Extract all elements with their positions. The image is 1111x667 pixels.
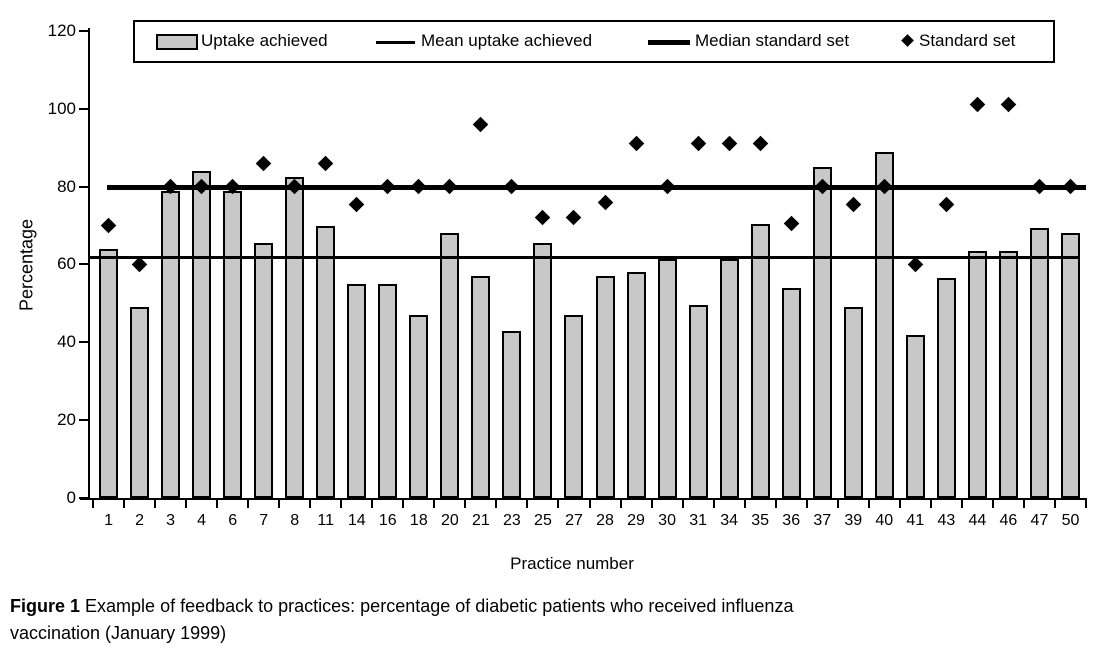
y-axis-tick-label: 0	[66, 488, 76, 507]
median-line-icon	[648, 40, 690, 45]
uptake-bar-practice-4	[192, 171, 211, 498]
figure-caption-label: Figure 1	[10, 596, 81, 616]
standard-set-marker-practice-1	[101, 218, 117, 234]
x-axis-tick-label: 1	[104, 512, 113, 529]
uptake-bar-practice-20	[440, 233, 459, 498]
uptake-bar-practice-41	[906, 335, 925, 498]
x-axis-tick-label: 46	[999, 512, 1018, 529]
standard-set-marker-practice-34	[721, 136, 737, 152]
x-axis-tick-label: 41	[906, 512, 925, 529]
x-axis-tick-label: 30	[658, 512, 676, 529]
standard-set-marker-practice-36	[783, 216, 799, 232]
x-axis-line	[80, 498, 1086, 500]
x-axis-tick-label: 27	[565, 512, 583, 529]
uptake-bar-swatch-icon	[156, 34, 198, 50]
uptake-bar-practice-37	[813, 167, 832, 498]
standard-set-marker-practice-39	[845, 196, 861, 212]
uptake-bar-practice-34	[720, 259, 739, 498]
standard-set-marker-practice-23	[504, 179, 520, 195]
standard-set-marker-practice-25	[535, 210, 551, 226]
x-axis-tick-label: 39	[844, 512, 863, 529]
x-axis-tick-label: 14	[347, 512, 366, 529]
uptake-bar-practice-14	[347, 284, 366, 498]
standard-set-marker-practice-18	[411, 179, 427, 195]
x-axis-tick-label: 8	[290, 512, 300, 529]
uptake-bar-practice-7	[254, 243, 273, 498]
figure-caption-line2: vaccination (January 1999)	[10, 623, 227, 643]
x-axis-title: Practice number	[510, 554, 634, 573]
y-axis-tick-label: 120	[47, 20, 76, 40]
x-axis-tick-label: 7	[259, 512, 269, 529]
standard-set-marker-practice-46	[1001, 97, 1017, 113]
standard-set-marker-practice-11	[318, 156, 334, 172]
mean-uptake-line	[90, 256, 1080, 259]
x-axis-tick-label: 6	[228, 512, 238, 529]
uptake-bar-practice-28	[596, 276, 615, 498]
y-axis-tick-label: 40	[57, 332, 76, 352]
uptake-bar-practice-44	[968, 251, 987, 498]
uptake-bar-practice-6	[223, 191, 242, 498]
uptake-bar-practice-8	[285, 177, 304, 498]
uptake-bar-practice-21	[471, 276, 490, 498]
standard-set-marker-practice-44	[970, 97, 986, 113]
legend-label-standard: Standard set	[919, 31, 1016, 50]
standard-set-marker-practice-7	[256, 156, 272, 172]
x-axis-tick-label: 11	[317, 512, 335, 529]
y-axis-tick-label: 20	[57, 410, 76, 430]
uptake-bar-practice-3	[161, 191, 180, 498]
x-axis-tick-label: 34	[720, 512, 739, 529]
x-axis-tick-label: 28	[596, 512, 614, 529]
standard-set-marker-practice-50	[1063, 179, 1079, 195]
chart-legend	[133, 20, 1055, 63]
standard-set-marker-practice-16	[380, 179, 396, 195]
x-axis-tick-label: 37	[813, 512, 832, 529]
x-axis-tick-label: 20	[440, 512, 459, 529]
legend-label-uptake: Uptake achieved	[201, 31, 328, 50]
uptake-bar-practice-36	[782, 288, 801, 498]
uptake-bar-practice-18	[409, 315, 428, 498]
figure-caption	[10, 593, 1060, 647]
y-axis-title: Percentage	[16, 218, 37, 312]
uptake-bar-practice-11	[316, 226, 335, 498]
x-axis-tick-label: 44	[968, 512, 987, 529]
x-axis-tick-label: 4	[197, 512, 207, 529]
legend-label-mean: Mean uptake achieved	[421, 31, 593, 50]
figure-caption-line1: Example of feedback to practices: percentage of diabetic patients who received influenza	[85, 596, 794, 616]
x-axis-tick-label: 35	[751, 512, 770, 529]
x-axis-tick-label: 2	[135, 512, 144, 529]
y-axis-tick-label: 80	[57, 176, 76, 196]
uptake-bar-practice-1	[99, 249, 118, 498]
y-axis-line	[88, 28, 90, 500]
x-axis-tick-label: 21	[471, 512, 490, 529]
standard-set-marker-practice-29	[628, 136, 644, 152]
standard-set-marker-practice-41	[908, 257, 924, 273]
uptake-bar-practice-23	[502, 331, 521, 498]
standard-set-marker-practice-31	[690, 136, 706, 152]
x-axis-tick-label: 29	[627, 512, 645, 529]
uptake-bar-practice-27	[564, 315, 583, 498]
standard-set-marker-practice-20	[442, 179, 458, 195]
y-axis-tick-label: 60	[57, 254, 76, 274]
uptake-bar-practice-46	[999, 251, 1018, 498]
uptake-bar-practice-35	[751, 224, 770, 498]
x-axis-tick-label: 16	[378, 512, 397, 529]
x-axis-tick-label: 40	[875, 512, 894, 529]
x-axis-tick-label: 3	[166, 512, 176, 529]
x-axis-tick-label: 23	[503, 512, 521, 529]
median-standard-line	[107, 185, 1086, 190]
x-axis-tick-label: 43	[937, 512, 956, 529]
uptake-bar-practice-39	[844, 307, 863, 498]
uptake-bar-practice-25	[533, 243, 552, 498]
x-axis-tick-label: 25	[534, 512, 552, 529]
x-axis-tick-label: 50	[1061, 512, 1080, 529]
standard-set-marker-practice-47	[1032, 179, 1048, 195]
standard-set-diamond-icon	[901, 34, 914, 47]
uptake-bar-practice-50	[1061, 233, 1080, 498]
uptake-bar-practice-30	[658, 259, 677, 498]
standard-set-marker-practice-28	[597, 194, 613, 210]
x-axis-tick-label: 31	[689, 512, 707, 529]
x-axis-tick-label: 18	[409, 512, 428, 529]
legend-label-median: Median standard set	[695, 31, 850, 50]
x-axis-tick-label: 36	[782, 512, 801, 529]
standard-set-marker-practice-14	[349, 196, 365, 212]
y-axis-tick-label: 100	[47, 98, 76, 118]
standard-set-marker-practice-27	[566, 210, 582, 226]
standard-set-marker-practice-21	[473, 117, 489, 133]
uptake-bar-practice-16	[378, 284, 397, 498]
standard-set-marker-practice-2	[132, 257, 148, 273]
uptake-bar-practice-43	[937, 278, 956, 498]
standard-set-marker-practice-43	[939, 196, 955, 212]
x-axis-tick-label: 47	[1030, 512, 1049, 529]
standard-set-marker-practice-35	[752, 136, 768, 152]
standard-set-marker-practice-30	[659, 179, 675, 195]
uptake-bar-practice-47	[1030, 228, 1049, 498]
uptake-bar-practice-29	[627, 272, 646, 498]
uptake-bar-practice-31	[689, 305, 708, 498]
uptake-bar-practice-2	[130, 307, 149, 498]
uptake-bar-practice-40	[875, 152, 894, 498]
mean-line-icon	[376, 41, 415, 44]
